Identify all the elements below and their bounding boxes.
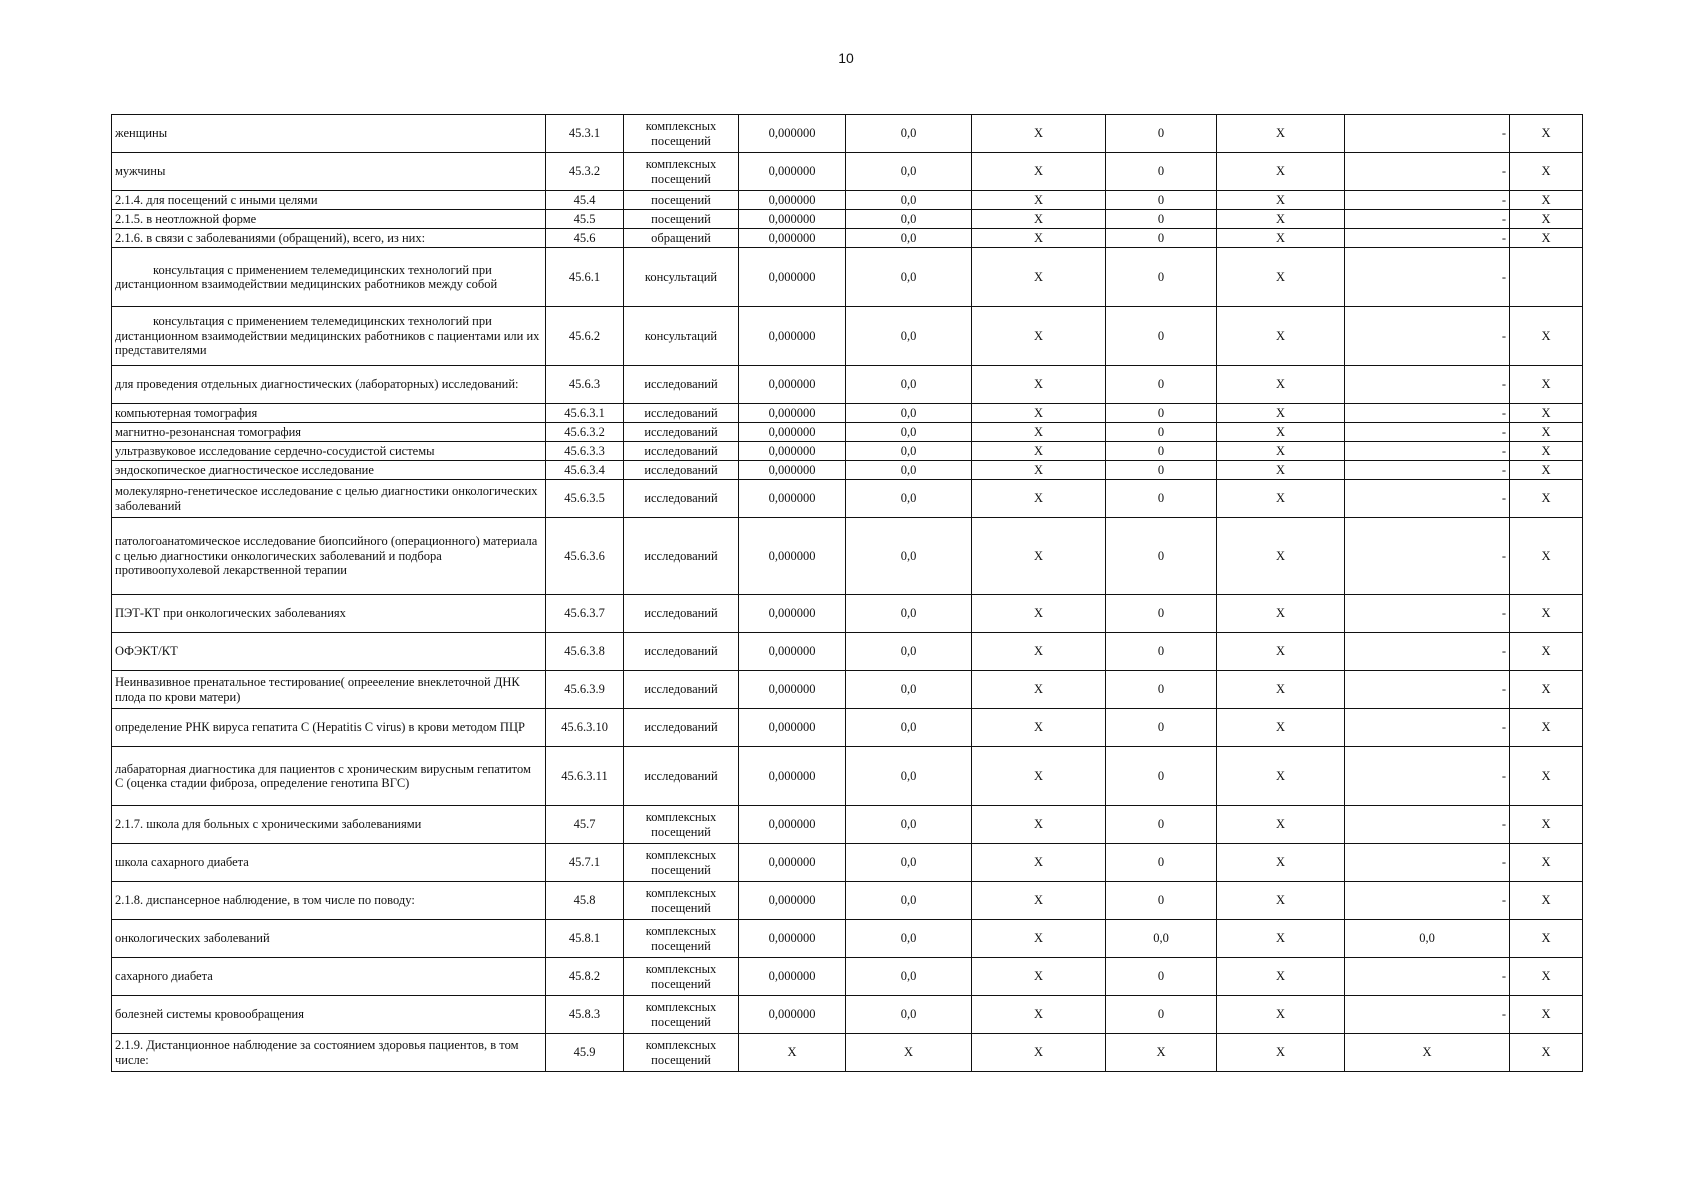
row-value-5: X — [1217, 709, 1345, 747]
row-unit: исследований — [624, 671, 739, 709]
row-value-7: X — [1510, 461, 1583, 480]
row-value-4: 0 — [1106, 248, 1217, 307]
table-row — [112, 115, 1583, 153]
row-name: болезней системы кровообращения — [112, 996, 546, 1034]
row-value-7: X — [1510, 671, 1583, 709]
row-code: 45.8.3 — [546, 996, 624, 1034]
row-value-3: X — [972, 920, 1106, 958]
row-code: 45.6.3.10 — [546, 709, 624, 747]
data-table — [111, 114, 1583, 1072]
row-value-7: X — [1510, 595, 1583, 633]
row-value-2: 0,0 — [846, 191, 972, 210]
row-value-5: X — [1217, 518, 1345, 595]
row-unit: посещений — [624, 191, 739, 210]
row-value-4: 0 — [1106, 442, 1217, 461]
row-unit: исследований — [624, 518, 739, 595]
page-number: 10 — [838, 50, 854, 66]
row-value-4: X — [1106, 1034, 1217, 1072]
row-value-4: 0 — [1106, 423, 1217, 442]
row-value-6: - — [1345, 229, 1510, 248]
row-code: 45.6.3.2 — [546, 423, 624, 442]
row-value-1: 0,000000 — [739, 423, 846, 442]
row-value-2: 0,0 — [846, 153, 972, 191]
row-name: эндоскопическое диагностическое исследование — [112, 461, 546, 480]
table-row — [112, 595, 1583, 633]
row-unit: исследований — [624, 442, 739, 461]
row-value-1: 0,000000 — [739, 518, 846, 595]
row-value-1: 0,000000 — [739, 461, 846, 480]
row-value-4: 0 — [1106, 882, 1217, 920]
row-name: 2.1.4. для посещений с иными целями — [112, 191, 546, 210]
table-row — [112, 153, 1583, 191]
row-value-6: - — [1345, 115, 1510, 153]
row-code: 45.6.2 — [546, 307, 624, 366]
row-value-5: X — [1217, 806, 1345, 844]
row-unit: комплексных посещений — [624, 806, 739, 844]
row-value-1: 0,000000 — [739, 747, 846, 806]
row-value-4: 0 — [1106, 210, 1217, 229]
row-value-6: - — [1345, 366, 1510, 404]
row-name: ОФЭКТ/КТ — [112, 633, 546, 671]
row-code: 45.8.1 — [546, 920, 624, 958]
row-value-2: 0,0 — [846, 423, 972, 442]
row-value-3: X — [972, 115, 1106, 153]
row-unit: комплексных посещений — [624, 115, 739, 153]
row-name: определение РНК вируса гепатита С (Hepatitis C virus) в крови методом ПЦР — [112, 709, 546, 747]
row-value-2: 0,0 — [846, 248, 972, 307]
row-value-7: X — [1510, 307, 1583, 366]
row-code: 45.6.3 — [546, 366, 624, 404]
table-row — [112, 996, 1583, 1034]
row-value-1: 0,000000 — [739, 996, 846, 1034]
row-value-3: X — [972, 461, 1106, 480]
row-name: патологоанатомическое исследование биопсийного (операционного) материала с целью диагностики онкологических заболеваний и подбора противоопухолевой лекарственной терапии — [112, 518, 546, 595]
row-value-2: 0,0 — [846, 307, 972, 366]
table-row — [112, 404, 1583, 423]
row-code: 45.8.2 — [546, 958, 624, 996]
table-row — [112, 307, 1583, 366]
row-value-2: 0,0 — [846, 633, 972, 671]
row-value-4: 0 — [1106, 806, 1217, 844]
row-value-6: - — [1345, 461, 1510, 480]
table-row — [112, 518, 1583, 595]
row-value-6: X — [1345, 1034, 1510, 1072]
row-value-6: - — [1345, 958, 1510, 996]
row-value-2: 0,0 — [846, 210, 972, 229]
row-value-3: X — [972, 153, 1106, 191]
row-value-1: 0,000000 — [739, 709, 846, 747]
table-row — [112, 229, 1583, 248]
row-value-2: 0,0 — [846, 920, 972, 958]
row-value-3: X — [972, 844, 1106, 882]
row-name: магнитно-резонансная томография — [112, 423, 546, 442]
row-unit: обращений — [624, 229, 739, 248]
row-value-3: X — [972, 882, 1106, 920]
row-value-5: X — [1217, 423, 1345, 442]
row-value-6: - — [1345, 633, 1510, 671]
row-value-4: 0 — [1106, 518, 1217, 595]
row-value-1: 0,000000 — [739, 153, 846, 191]
row-unit: комплексных посещений — [624, 153, 739, 191]
table-row — [112, 882, 1583, 920]
table-row — [112, 709, 1583, 747]
row-code: 45.6.3.7 — [546, 595, 624, 633]
row-value-2: 0,0 — [846, 844, 972, 882]
row-value-7: X — [1510, 442, 1583, 461]
table-row — [112, 210, 1583, 229]
row-value-1: 0,000000 — [739, 480, 846, 518]
row-value-6: - — [1345, 404, 1510, 423]
row-value-4: 0 — [1106, 307, 1217, 366]
row-name: Неинвазивное пренатальное тестирование( опреееление внеклеточной ДНК плода по крови матери) — [112, 671, 546, 709]
row-value-2: 0,0 — [846, 595, 972, 633]
row-name: ПЭТ-КТ при онкологических заболеваниях — [112, 595, 546, 633]
row-code: 45.6.3.9 — [546, 671, 624, 709]
row-name: консультация с применением телемедицинских технологий при дистанционном взаимодействии медицинских работников между собой — [112, 248, 546, 307]
row-value-7 — [1510, 248, 1583, 307]
row-value-6: - — [1345, 480, 1510, 518]
table-row — [112, 844, 1583, 882]
table-row — [112, 1034, 1583, 1072]
row-value-4: 0 — [1106, 747, 1217, 806]
row-value-1: 0,000000 — [739, 882, 846, 920]
table-row — [112, 747, 1583, 806]
row-value-1: 0,000000 — [739, 806, 846, 844]
row-name: консультация с применением телемедицинских технологий при дистанционном взаимодействии медицинских работников с пациентами или их представителями — [112, 307, 546, 366]
row-value-7: X — [1510, 958, 1583, 996]
row-value-4: 0 — [1106, 671, 1217, 709]
row-value-5: X — [1217, 191, 1345, 210]
row-value-2: 0,0 — [846, 404, 972, 423]
row-value-4: 0 — [1106, 958, 1217, 996]
row-value-2: 0,0 — [846, 747, 972, 806]
row-value-6: 0,0 — [1345, 920, 1510, 958]
row-value-4: 0 — [1106, 633, 1217, 671]
row-value-1: 0,000000 — [739, 844, 846, 882]
row-value-5: X — [1217, 671, 1345, 709]
row-value-3: X — [972, 996, 1106, 1034]
row-value-6: - — [1345, 518, 1510, 595]
row-value-4: 0,0 — [1106, 920, 1217, 958]
row-value-5: X — [1217, 366, 1345, 404]
row-value-2: 0,0 — [846, 461, 972, 480]
row-value-4: 0 — [1106, 366, 1217, 404]
row-value-3: X — [972, 958, 1106, 996]
row-code: 45.6.3.4 — [546, 461, 624, 480]
row-value-7: X — [1510, 518, 1583, 595]
table-row — [112, 366, 1583, 404]
row-value-7: X — [1510, 920, 1583, 958]
row-name: сахарного диабета — [112, 958, 546, 996]
table-row — [112, 806, 1583, 844]
row-value-3: X — [972, 248, 1106, 307]
row-value-6: - — [1345, 191, 1510, 210]
row-value-5: X — [1217, 633, 1345, 671]
row-name: мужчины — [112, 153, 546, 191]
row-unit: комплексных посещений — [624, 1034, 739, 1072]
row-value-7: X — [1510, 709, 1583, 747]
row-value-7: X — [1510, 404, 1583, 423]
row-value-7: X — [1510, 747, 1583, 806]
row-unit: комплексных посещений — [624, 958, 739, 996]
row-value-1: 0,000000 — [739, 920, 846, 958]
row-name: 2.1.9. Дистанционное наблюдение за состоянием здоровья пациентов, в том числе: — [112, 1034, 546, 1072]
row-unit: комплексных посещений — [624, 996, 739, 1034]
row-value-7: X — [1510, 633, 1583, 671]
table-row — [112, 248, 1583, 307]
row-code: 45.4 — [546, 191, 624, 210]
row-value-3: X — [972, 191, 1106, 210]
row-value-7: X — [1510, 366, 1583, 404]
row-value-1: 0,000000 — [739, 248, 846, 307]
row-value-2: 0,0 — [846, 366, 972, 404]
table-row — [112, 920, 1583, 958]
row-value-5: X — [1217, 307, 1345, 366]
row-unit: исследований — [624, 709, 739, 747]
table-row — [112, 958, 1583, 996]
row-value-4: 0 — [1106, 229, 1217, 248]
row-value-6: - — [1345, 595, 1510, 633]
row-value-3: X — [972, 229, 1106, 248]
row-value-7: X — [1510, 423, 1583, 442]
row-value-6: - — [1345, 996, 1510, 1034]
row-value-2: 0,0 — [846, 115, 972, 153]
row-value-6: - — [1345, 671, 1510, 709]
row-value-4: 0 — [1106, 480, 1217, 518]
row-value-1: 0,000000 — [739, 404, 846, 423]
row-value-1: 0,000000 — [739, 671, 846, 709]
row-value-7: X — [1510, 229, 1583, 248]
row-value-4: 0 — [1106, 844, 1217, 882]
row-value-3: X — [972, 423, 1106, 442]
row-code: 45.6.3.11 — [546, 747, 624, 806]
table-row — [112, 480, 1583, 518]
row-value-5: X — [1217, 404, 1345, 423]
row-unit: исследований — [624, 480, 739, 518]
row-value-2: 0,0 — [846, 806, 972, 844]
row-unit: исследований — [624, 633, 739, 671]
row-unit: исследований — [624, 595, 739, 633]
row-value-3: X — [972, 404, 1106, 423]
row-value-2: 0,0 — [846, 229, 972, 248]
row-value-6: - — [1345, 747, 1510, 806]
row-value-5: X — [1217, 920, 1345, 958]
row-value-6: - — [1345, 248, 1510, 307]
row-value-7: X — [1510, 480, 1583, 518]
row-value-3: X — [972, 633, 1106, 671]
row-value-2: 0,0 — [846, 996, 972, 1034]
row-value-7: X — [1510, 115, 1583, 153]
row-value-4: 0 — [1106, 191, 1217, 210]
row-value-4: 0 — [1106, 461, 1217, 480]
row-value-4: 0 — [1106, 709, 1217, 747]
row-value-3: X — [972, 480, 1106, 518]
row-code: 45.6.3.3 — [546, 442, 624, 461]
row-code: 45.3.2 — [546, 153, 624, 191]
row-value-1: 0,000000 — [739, 229, 846, 248]
row-value-3: X — [972, 709, 1106, 747]
row-value-2: 0,0 — [846, 480, 972, 518]
row-unit: исследований — [624, 423, 739, 442]
row-name: женщины — [112, 115, 546, 153]
row-value-6: - — [1345, 844, 1510, 882]
row-value-2: 0,0 — [846, 442, 972, 461]
row-value-6: - — [1345, 709, 1510, 747]
row-value-5: X — [1217, 115, 1345, 153]
row-value-7: X — [1510, 153, 1583, 191]
row-unit: комплексных посещений — [624, 882, 739, 920]
row-value-3: X — [972, 671, 1106, 709]
row-value-6: - — [1345, 153, 1510, 191]
row-unit: комплексных посещений — [624, 844, 739, 882]
row-value-7: X — [1510, 844, 1583, 882]
row-value-5: X — [1217, 844, 1345, 882]
row-code: 45.6.3.6 — [546, 518, 624, 595]
row-name: 2.1.5. в неотложной форме — [112, 210, 546, 229]
row-name: 2.1.8. диспансерное наблюдение, в том числе по поводу: — [112, 882, 546, 920]
row-unit: исследований — [624, 461, 739, 480]
table-row — [112, 442, 1583, 461]
row-value-1: 0,000000 — [739, 595, 846, 633]
row-unit: консультаций — [624, 248, 739, 307]
row-value-5: X — [1217, 153, 1345, 191]
row-value-6: - — [1345, 423, 1510, 442]
row-name: 2.1.7. школа для больных с хроническими заболеваниями — [112, 806, 546, 844]
row-value-5: X — [1217, 747, 1345, 806]
row-value-3: X — [972, 1034, 1106, 1072]
row-code: 45.6.3.1 — [546, 404, 624, 423]
row-code: 45.6 — [546, 229, 624, 248]
table-body — [112, 115, 1583, 1072]
row-name: онкологических заболеваний — [112, 920, 546, 958]
row-value-1: 0,000000 — [739, 307, 846, 366]
table-row — [112, 633, 1583, 671]
row-value-6: - — [1345, 882, 1510, 920]
row-unit: консультаций — [624, 307, 739, 366]
row-value-1: 0,000000 — [739, 366, 846, 404]
row-name: лабараторная диагностика для пациентов с хроническим вирусным гепатитом С (оценка стадии фиброза, определение генотипа ВГС) — [112, 747, 546, 806]
row-name: ультразвуковое исследование сердечно-сосудистой системы — [112, 442, 546, 461]
row-value-3: X — [972, 366, 1106, 404]
row-unit: исследований — [624, 404, 739, 423]
row-code: 45.7 — [546, 806, 624, 844]
table-row — [112, 461, 1583, 480]
row-value-2: 0,0 — [846, 671, 972, 709]
row-code: 45.9 — [546, 1034, 624, 1072]
row-value-5: X — [1217, 210, 1345, 229]
row-name: компьютерная томография — [112, 404, 546, 423]
row-value-3: X — [972, 442, 1106, 461]
row-value-2: X — [846, 1034, 972, 1072]
row-value-5: X — [1217, 882, 1345, 920]
row-value-3: X — [972, 747, 1106, 806]
row-value-7: X — [1510, 1034, 1583, 1072]
row-value-4: 0 — [1106, 153, 1217, 191]
row-unit: исследований — [624, 366, 739, 404]
row-value-7: X — [1510, 806, 1583, 844]
row-value-5: X — [1217, 229, 1345, 248]
row-value-4: 0 — [1106, 996, 1217, 1034]
row-value-2: 0,0 — [846, 518, 972, 595]
row-code: 45.5 — [546, 210, 624, 229]
row-unit: комплексных посещений — [624, 920, 739, 958]
row-code: 45.6.3.8 — [546, 633, 624, 671]
row-value-3: X — [972, 806, 1106, 844]
row-value-1: 0,000000 — [739, 633, 846, 671]
row-value-3: X — [972, 307, 1106, 366]
row-value-7: X — [1510, 191, 1583, 210]
row-value-3: X — [972, 210, 1106, 229]
row-value-5: X — [1217, 1034, 1345, 1072]
row-value-2: 0,0 — [846, 958, 972, 996]
row-value-2: 0,0 — [846, 709, 972, 747]
row-code: 45.3.1 — [546, 115, 624, 153]
row-value-1: 0,000000 — [739, 210, 846, 229]
row-name: молекулярно-генетическое исследование с целью диагностики онкологических заболеваний — [112, 480, 546, 518]
row-value-1: 0,000000 — [739, 958, 846, 996]
row-value-5: X — [1217, 442, 1345, 461]
row-value-4: 0 — [1106, 115, 1217, 153]
row-value-4: 0 — [1106, 404, 1217, 423]
row-code: 45.8 — [546, 882, 624, 920]
row-value-3: X — [972, 595, 1106, 633]
row-value-7: X — [1510, 210, 1583, 229]
row-value-2: 0,0 — [846, 882, 972, 920]
row-value-1: 0,000000 — [739, 191, 846, 210]
table-row — [112, 671, 1583, 709]
row-name: 2.1.6. в связи с заболеваниями (обращений), всего, из них: — [112, 229, 546, 248]
row-name: школа сахарного диабета — [112, 844, 546, 882]
row-unit: исследований — [624, 747, 739, 806]
table-row — [112, 191, 1583, 210]
row-value-6: - — [1345, 307, 1510, 366]
row-value-5: X — [1217, 595, 1345, 633]
row-value-6: - — [1345, 442, 1510, 461]
row-value-7: X — [1510, 882, 1583, 920]
row-value-6: - — [1345, 210, 1510, 229]
row-value-4: 0 — [1106, 595, 1217, 633]
row-value-1: 0,000000 — [739, 442, 846, 461]
row-value-5: X — [1217, 461, 1345, 480]
row-value-5: X — [1217, 958, 1345, 996]
row-value-3: X — [972, 518, 1106, 595]
table-row — [112, 423, 1583, 442]
row-value-7: X — [1510, 996, 1583, 1034]
row-value-5: X — [1217, 480, 1345, 518]
row-value-5: X — [1217, 248, 1345, 307]
row-value-1: X — [739, 1034, 846, 1072]
row-name: для проведения отдельных диагностических (лабораторных) исследований: — [112, 366, 546, 404]
row-value-6: - — [1345, 806, 1510, 844]
row-code: 45.6.3.5 — [546, 480, 624, 518]
row-value-5: X — [1217, 996, 1345, 1034]
row-unit: посещений — [624, 210, 739, 229]
row-code: 45.6.1 — [546, 248, 624, 307]
row-code: 45.7.1 — [546, 844, 624, 882]
row-value-1: 0,000000 — [739, 115, 846, 153]
